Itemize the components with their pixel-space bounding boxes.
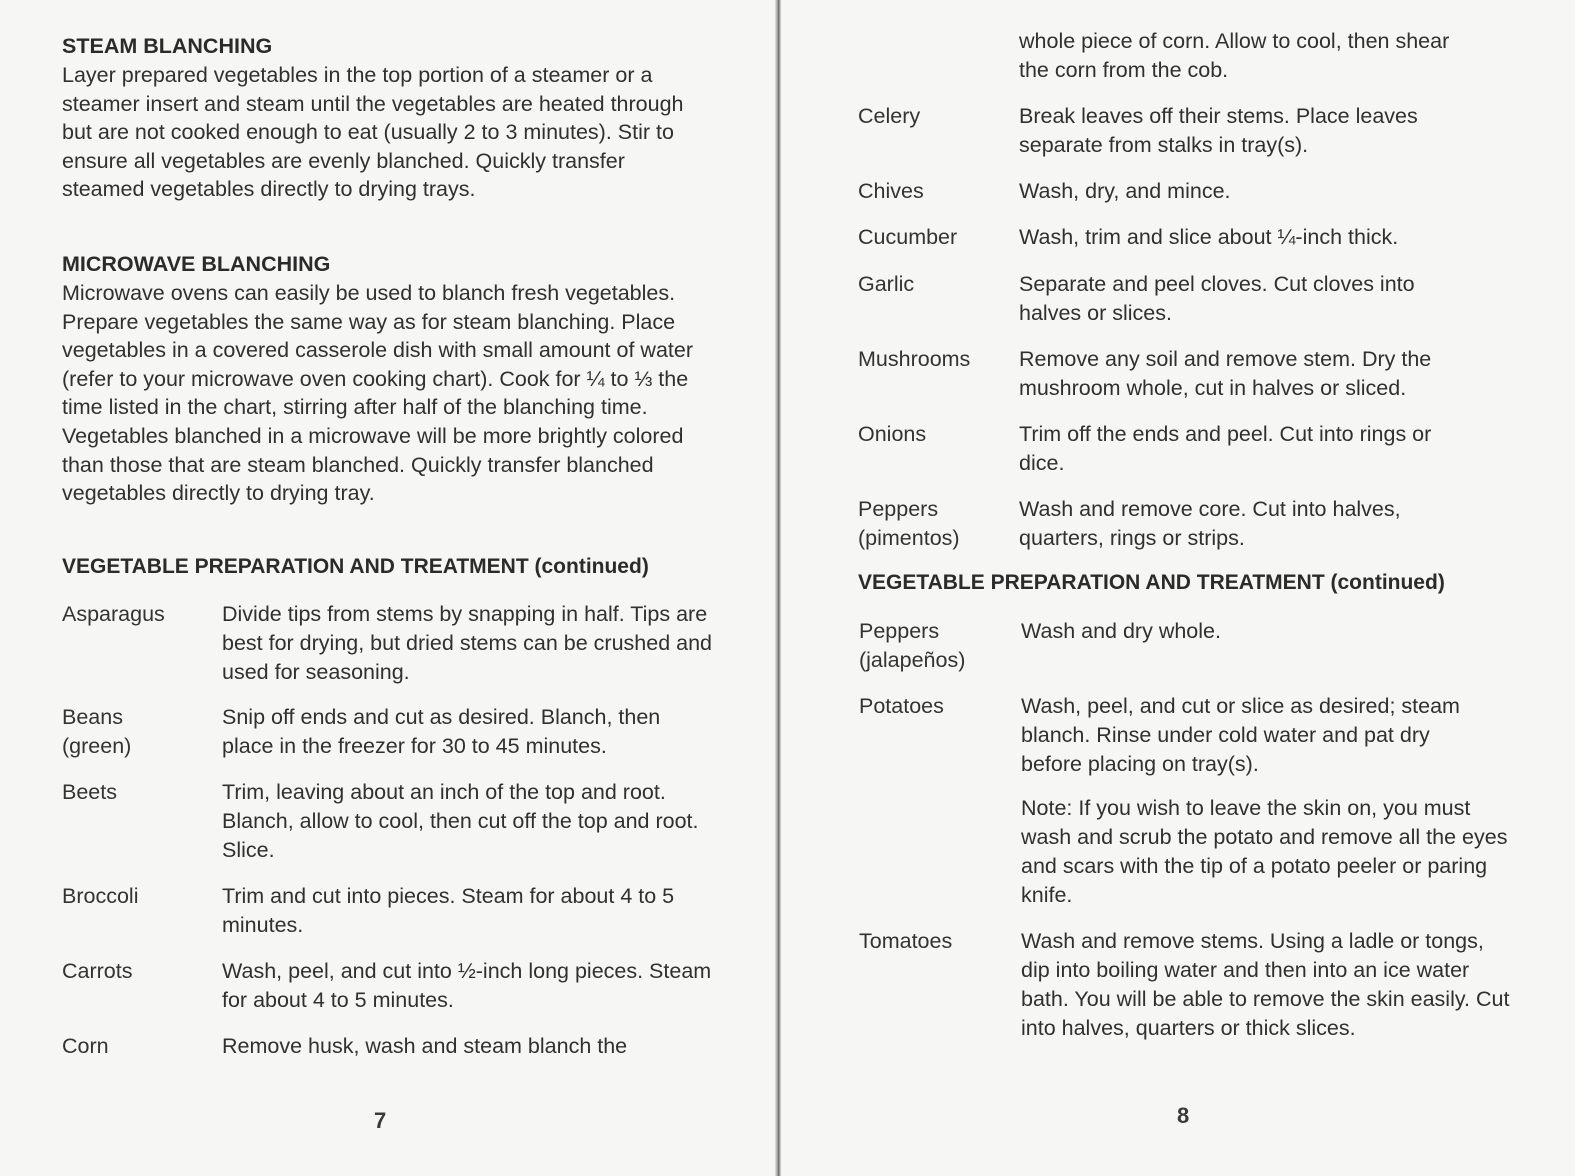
- vegetable-name: Beans (green): [62, 705, 132, 758]
- steam-blanching-text: Layer prepared vegetables in the top portion of a steamer or a steamer insert and steam until the vegetables are heated through but are not cooked enough to eat (usually 2 to 3 minutes). Stir to ensure all vegetables are evenly blanched. Quickly transfer steamed vegetables directly to drying trays.: [62, 63, 684, 202]
- vegetable-note: Note: If you wish to leave the skin on, you must wash and scrub the potato and remove all the eyes and scars with the tip of a potato peeler or paring knife.: [1021, 796, 1508, 907]
- vegetable-instructions: Remove any soil and remove stem. Dry the mushroom whole, cut in halves or sliced.: [1019, 347, 1432, 400]
- vegetable-instructions: Break leaves off their stems. Place leaves separate from stalks in tray(s).: [1019, 104, 1418, 157]
- vegetable-name: Chives: [858, 179, 924, 203]
- vegetable-table-heading: VEGETABLE PREPARATION AND TREATMENT (continued): [62, 555, 649, 578]
- vegetable-name: Peppers (pimentos): [858, 497, 960, 550]
- vegetable-instructions: Snip off ends and cut as desired. Blanch, then place in the freezer for 30 to 45 minutes.: [222, 705, 661, 758]
- microwave-blanching-heading: MICROWAVE BLANCHING: [62, 252, 331, 276]
- vegetable-instructions: Remove husk, wash and steam blanch the: [222, 1034, 628, 1058]
- vegetable-name: Celery: [858, 104, 921, 128]
- vegetable-name: Garlic: [858, 272, 915, 296]
- vegetable-instructions: Wash and remove stems. Using a ladle or tongs, dip into boiling water and then into an ice water bath. You will be able to remove the skin easily. Cut into halves, quarters or thick slices.: [1021, 929, 1510, 1040]
- vegetable-name: Tomatoes: [859, 929, 953, 953]
- vegetable-name: Peppers (jalapeños): [859, 619, 966, 672]
- vegetable-name: Broccoli: [62, 884, 139, 908]
- vegetable-instructions: Wash and remove core. Cut into halves, quarters, rings or strips.: [1019, 497, 1401, 550]
- vegetable-instructions: Separate and peel cloves. Cut cloves into halves or slices.: [1019, 272, 1415, 325]
- corn-continuation-text: whole piece of corn. Allow to cool, then shear the corn from the cob.: [1019, 29, 1450, 82]
- vegetable-instructions: Trim and cut into pieces. Steam for about 4 to 5 minutes.: [222, 884, 675, 937]
- vegetable-instructions: Wash, trim and slice about ¼-inch thick.: [1019, 225, 1399, 249]
- vegetable-instructions: Trim, leaving about an inch of the top and root. Blanch, allow to cool, then cut off the top and root. Slice.: [222, 780, 699, 862]
- left-page: [0, 0, 778, 1176]
- vegetable-instructions: Trim off the ends and peel. Cut into rings or dice.: [1019, 422, 1432, 475]
- vegetable-name: Asparagus: [62, 602, 165, 626]
- steam-blanching-heading: STEAM BLANCHING: [62, 34, 273, 58]
- vegetable-name: Beets: [62, 780, 117, 804]
- microwave-blanching-text: Microwave ovens can easily be used to blanch fresh vegetables. Prepare vegetables the same way as for steam blanching. Place vegetables in a covered casserole dish with small amount of water (refer to your microwave oven cooking chart). Cook for ¼ to ⅓ the time listed in the chart, stirring after half of the blanching time. Vegetables blanched in a microwave will be more brightly colored than those that are steam blanched. Quickly transfer blanched vegetables directly to drying tray.: [62, 281, 693, 506]
- vegetable-instructions: Wash, peel, and cut or slice as desired; steam blanch. Rinse under cold water and pat dry before placing on tray(s).: [1021, 694, 1460, 776]
- page-number: 8: [1177, 1103, 1190, 1128]
- vegetable-instructions: Wash, dry, and mince.: [1019, 179, 1231, 203]
- vegetable-name: Carrots: [62, 959, 133, 983]
- right-page: [781, 0, 1575, 1176]
- vegetable-name: Cucumber: [858, 225, 958, 249]
- vegetable-instructions: Wash and dry whole.: [1021, 619, 1221, 643]
- vegetable-instructions: Wash, peel, and cut into ½-inch long pieces. Steam for about 4 to 5 minutes.: [222, 959, 712, 1012]
- vegetable-name: Onions: [858, 422, 927, 446]
- vegetable-table-heading: VEGETABLE PREPARATION AND TREATMENT (continued): [858, 571, 1445, 594]
- vegetable-name: Corn: [62, 1034, 109, 1058]
- vegetable-name: Potatoes: [859, 694, 944, 718]
- vegetable-instructions: Divide tips from stems by snapping in half. Tips are best for drying, but dried stems can be crushed and used for seasoning.: [222, 602, 712, 684]
- page-number: 7: [374, 1108, 387, 1133]
- vegetable-name: Mushrooms: [858, 347, 971, 371]
